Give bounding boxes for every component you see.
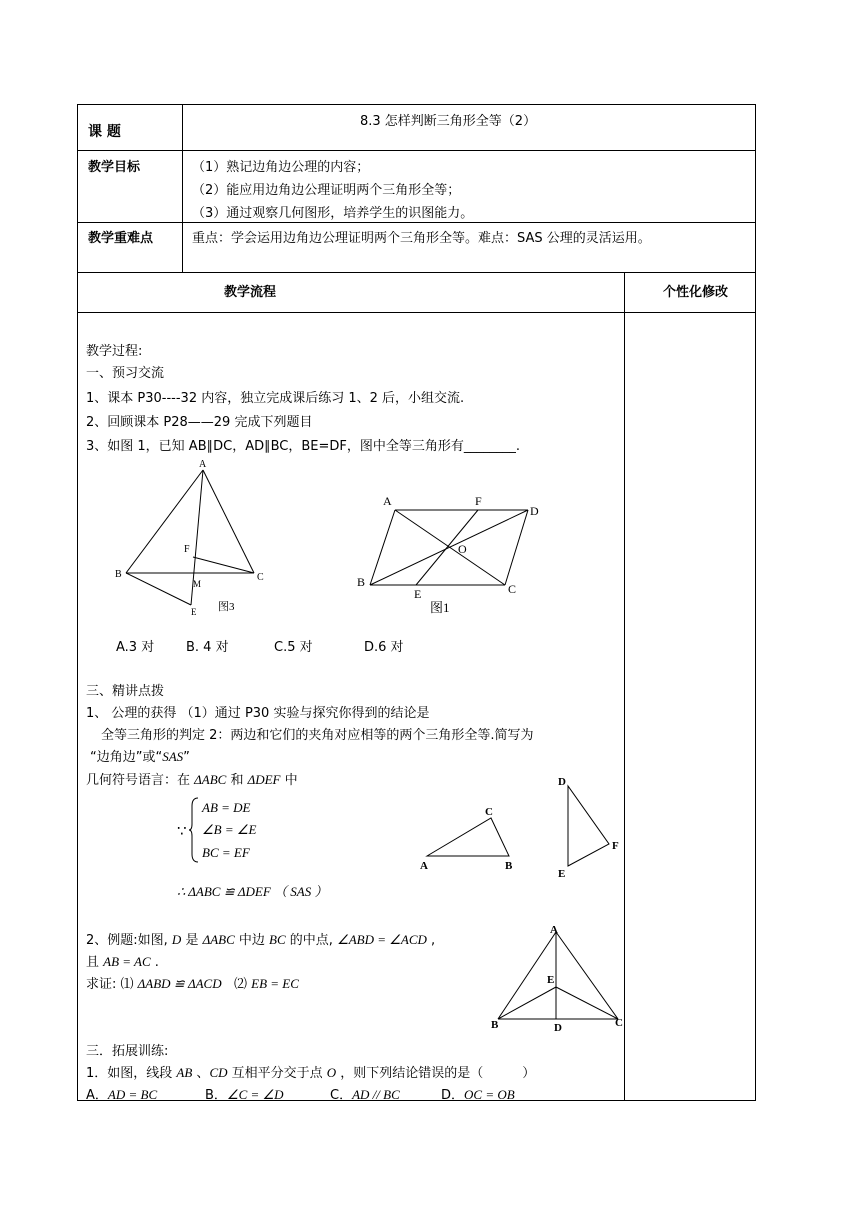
item-1: 1、课本 P30----32 内容，独立完成课后练习 1、2 后，小组交流.	[86, 391, 465, 406]
symbolic-language	[86, 769, 298, 788]
brace-icon	[188, 796, 200, 864]
fig3-label-f: F	[184, 544, 190, 555]
ext-option-a-label: A．	[86, 1088, 108, 1103]
item-3: 3、如图 1，已知 AB∥DC，AD∥BC，BE=DF，图中全等三角形有________.	[86, 439, 521, 454]
ext-option-d-expr: OC = OB	[464, 1087, 515, 1102]
example-text-g: 的中点,	[285, 933, 338, 948]
fig1-label-f: F	[475, 494, 482, 508]
tri-abc-label-b: B	[505, 860, 513, 872]
fig1-label-e: E	[414, 587, 422, 601]
example-abc: ΔABC	[202, 932, 235, 947]
prove-2: EB = EC	[251, 976, 299, 991]
condition-2: ∠B = ∠E	[202, 822, 257, 837]
tri-def-label-d: D	[558, 776, 566, 788]
axiom-text-2-end: ”	[183, 750, 190, 765]
topic-label: 课 题	[88, 124, 121, 140]
fig3-label-b: B	[115, 569, 122, 580]
example-line-2	[86, 951, 159, 970]
fig1-label-a: A	[383, 494, 392, 508]
symbolic-mid: 和	[226, 773, 248, 788]
example-figure	[488, 920, 628, 1035]
example-label-e: E	[547, 974, 555, 986]
fig3-label-m: M	[193, 579, 202, 589]
because-symbol: ∵	[177, 822, 187, 840]
symbolic-prefix: 几何符号语言：在	[86, 773, 195, 788]
keypoints-label: 教学重难点	[88, 231, 154, 246]
symbolic-def: ΔDEF	[247, 772, 281, 787]
fig1-label-b: B	[357, 575, 366, 589]
example-d: D	[171, 932, 182, 947]
symbolic-abc: ΔABC	[194, 772, 227, 787]
example2-eq: AB = AC	[103, 954, 151, 969]
axiom-text-2	[90, 746, 190, 765]
ext-q-o: O	[326, 1065, 337, 1080]
therefore-line: ∴ ΔABC ≌ ΔDEF （ SAS ）	[177, 884, 328, 899]
ext-q-ab: AB	[176, 1065, 193, 1080]
figure-1	[350, 485, 550, 620]
example-label-c: C	[615, 1017, 623, 1029]
ext-option-b-label: B．	[205, 1088, 227, 1103]
option-b: B. 4 对	[186, 640, 229, 655]
example-bc: BC	[269, 932, 286, 947]
example2-text-c: .	[150, 955, 159, 970]
fig3-label-a: A	[199, 459, 207, 470]
option-c: C.5 对	[274, 640, 313, 655]
goal-2: （2）能应用边角边公理证明两个三角形全等；	[192, 183, 461, 198]
prove-2-num: ⑵	[234, 977, 252, 992]
example-angles: ∠ABD = ∠ACD	[337, 932, 427, 947]
example2-text-a: 且	[86, 955, 104, 970]
example-text-a: 2、例题:如图,	[86, 933, 172, 948]
section-explain: 三、精讲点拨	[86, 684, 165, 699]
symbolic-suffix: 中	[280, 773, 298, 788]
prove-line	[86, 973, 299, 992]
triangle-abc	[415, 803, 525, 873]
keypoints-value: 重点：学会运用边角边公理证明两个三角形全等。难点：SAS 公理的灵活运用。	[192, 231, 651, 246]
example-label-b: B	[491, 1019, 499, 1031]
fig3-label-e: E	[191, 607, 197, 617]
example-line-1	[86, 929, 435, 948]
ext-question	[86, 1062, 535, 1081]
option-d: D.6 对	[364, 640, 404, 655]
fig1-label-d: D	[530, 504, 539, 518]
fig1-label-c: C	[508, 582, 517, 596]
ext-option-b-expr: ∠C = ∠D	[226, 1087, 284, 1102]
tri-abc-label-a: A	[420, 860, 428, 872]
ext-option-c-label: C．	[330, 1088, 353, 1103]
condition-1: AB = DE	[202, 800, 251, 815]
ext-q-c: 、	[192, 1066, 210, 1081]
process-label: 教学流程	[224, 285, 277, 300]
section-preview: 一、预习交流	[86, 366, 165, 381]
topic-value: 8.3 怎样判断三角形全等（2）	[360, 114, 537, 129]
figure-3	[110, 455, 280, 620]
ext-option-a-expr: AD = BC	[107, 1087, 158, 1102]
axiom-text-1: 全等三角形的判定 2：两边和它们的夹角对应相等的两个三角形全等.简写为	[101, 728, 534, 743]
ext-q-g: ，则下列结论错误的是（ ）	[336, 1066, 536, 1081]
axiom-text-2-prefix: “边角边”或“	[90, 750, 163, 765]
option-a: A.3 对	[116, 640, 155, 655]
condition-3: BC = EF	[202, 845, 250, 860]
example-label-a: A	[550, 924, 558, 936]
ext-option-c-expr: AD // BC	[352, 1087, 400, 1102]
ext-option-a	[86, 1084, 157, 1103]
goal-1: （1）熟记边角边公理的内容；	[192, 160, 370, 175]
axiom-question: 1、 公理的获得 （1）通过 P30 实验与探究你得到的结论是	[86, 706, 430, 721]
ext-option-c	[330, 1084, 400, 1103]
prove-1: ΔABD ≌ ΔACD	[137, 976, 222, 991]
tri-def-label-f: F	[612, 840, 619, 852]
goal-3: （3）通过观察几何图形，培养学生的识图能力。	[192, 206, 474, 221]
example-label-d: D	[554, 1022, 562, 1034]
prove-label: 求证:	[86, 977, 121, 992]
fig1-label-o: O	[458, 542, 467, 556]
fig3-caption: 图3	[218, 601, 235, 613]
ext-q-cd: CD	[209, 1065, 228, 1080]
ext-q-a: 1．如图，线段	[86, 1066, 177, 1081]
triangle-def	[555, 772, 630, 880]
example-text-e: 中边	[234, 933, 270, 948]
ext-option-b	[205, 1084, 284, 1103]
example-text-i: ,	[426, 933, 436, 948]
section-extension: 三．拓展训练:	[86, 1044, 169, 1059]
personal-label: 个性化修改	[663, 285, 729, 300]
axiom-sas: SAS	[162, 749, 184, 764]
goals-label: 教学目标	[88, 160, 141, 175]
ext-q-e: 互相平分交于点	[227, 1066, 327, 1081]
process-title: 教学过程:	[86, 344, 143, 359]
fig3-label-c: C	[257, 572, 264, 583]
ext-option-d	[441, 1084, 515, 1103]
example-text-c: 是	[181, 933, 203, 948]
tri-def-label-e: E	[558, 868, 566, 880]
fig1-caption: 图1	[430, 600, 450, 615]
tri-abc-label-c: C	[485, 806, 493, 818]
item-2: 2、回顾课本 P28——29 完成下列题目	[86, 415, 313, 430]
prove-1-num: ⑴	[120, 977, 138, 992]
ext-option-d-label: D．	[441, 1088, 465, 1103]
